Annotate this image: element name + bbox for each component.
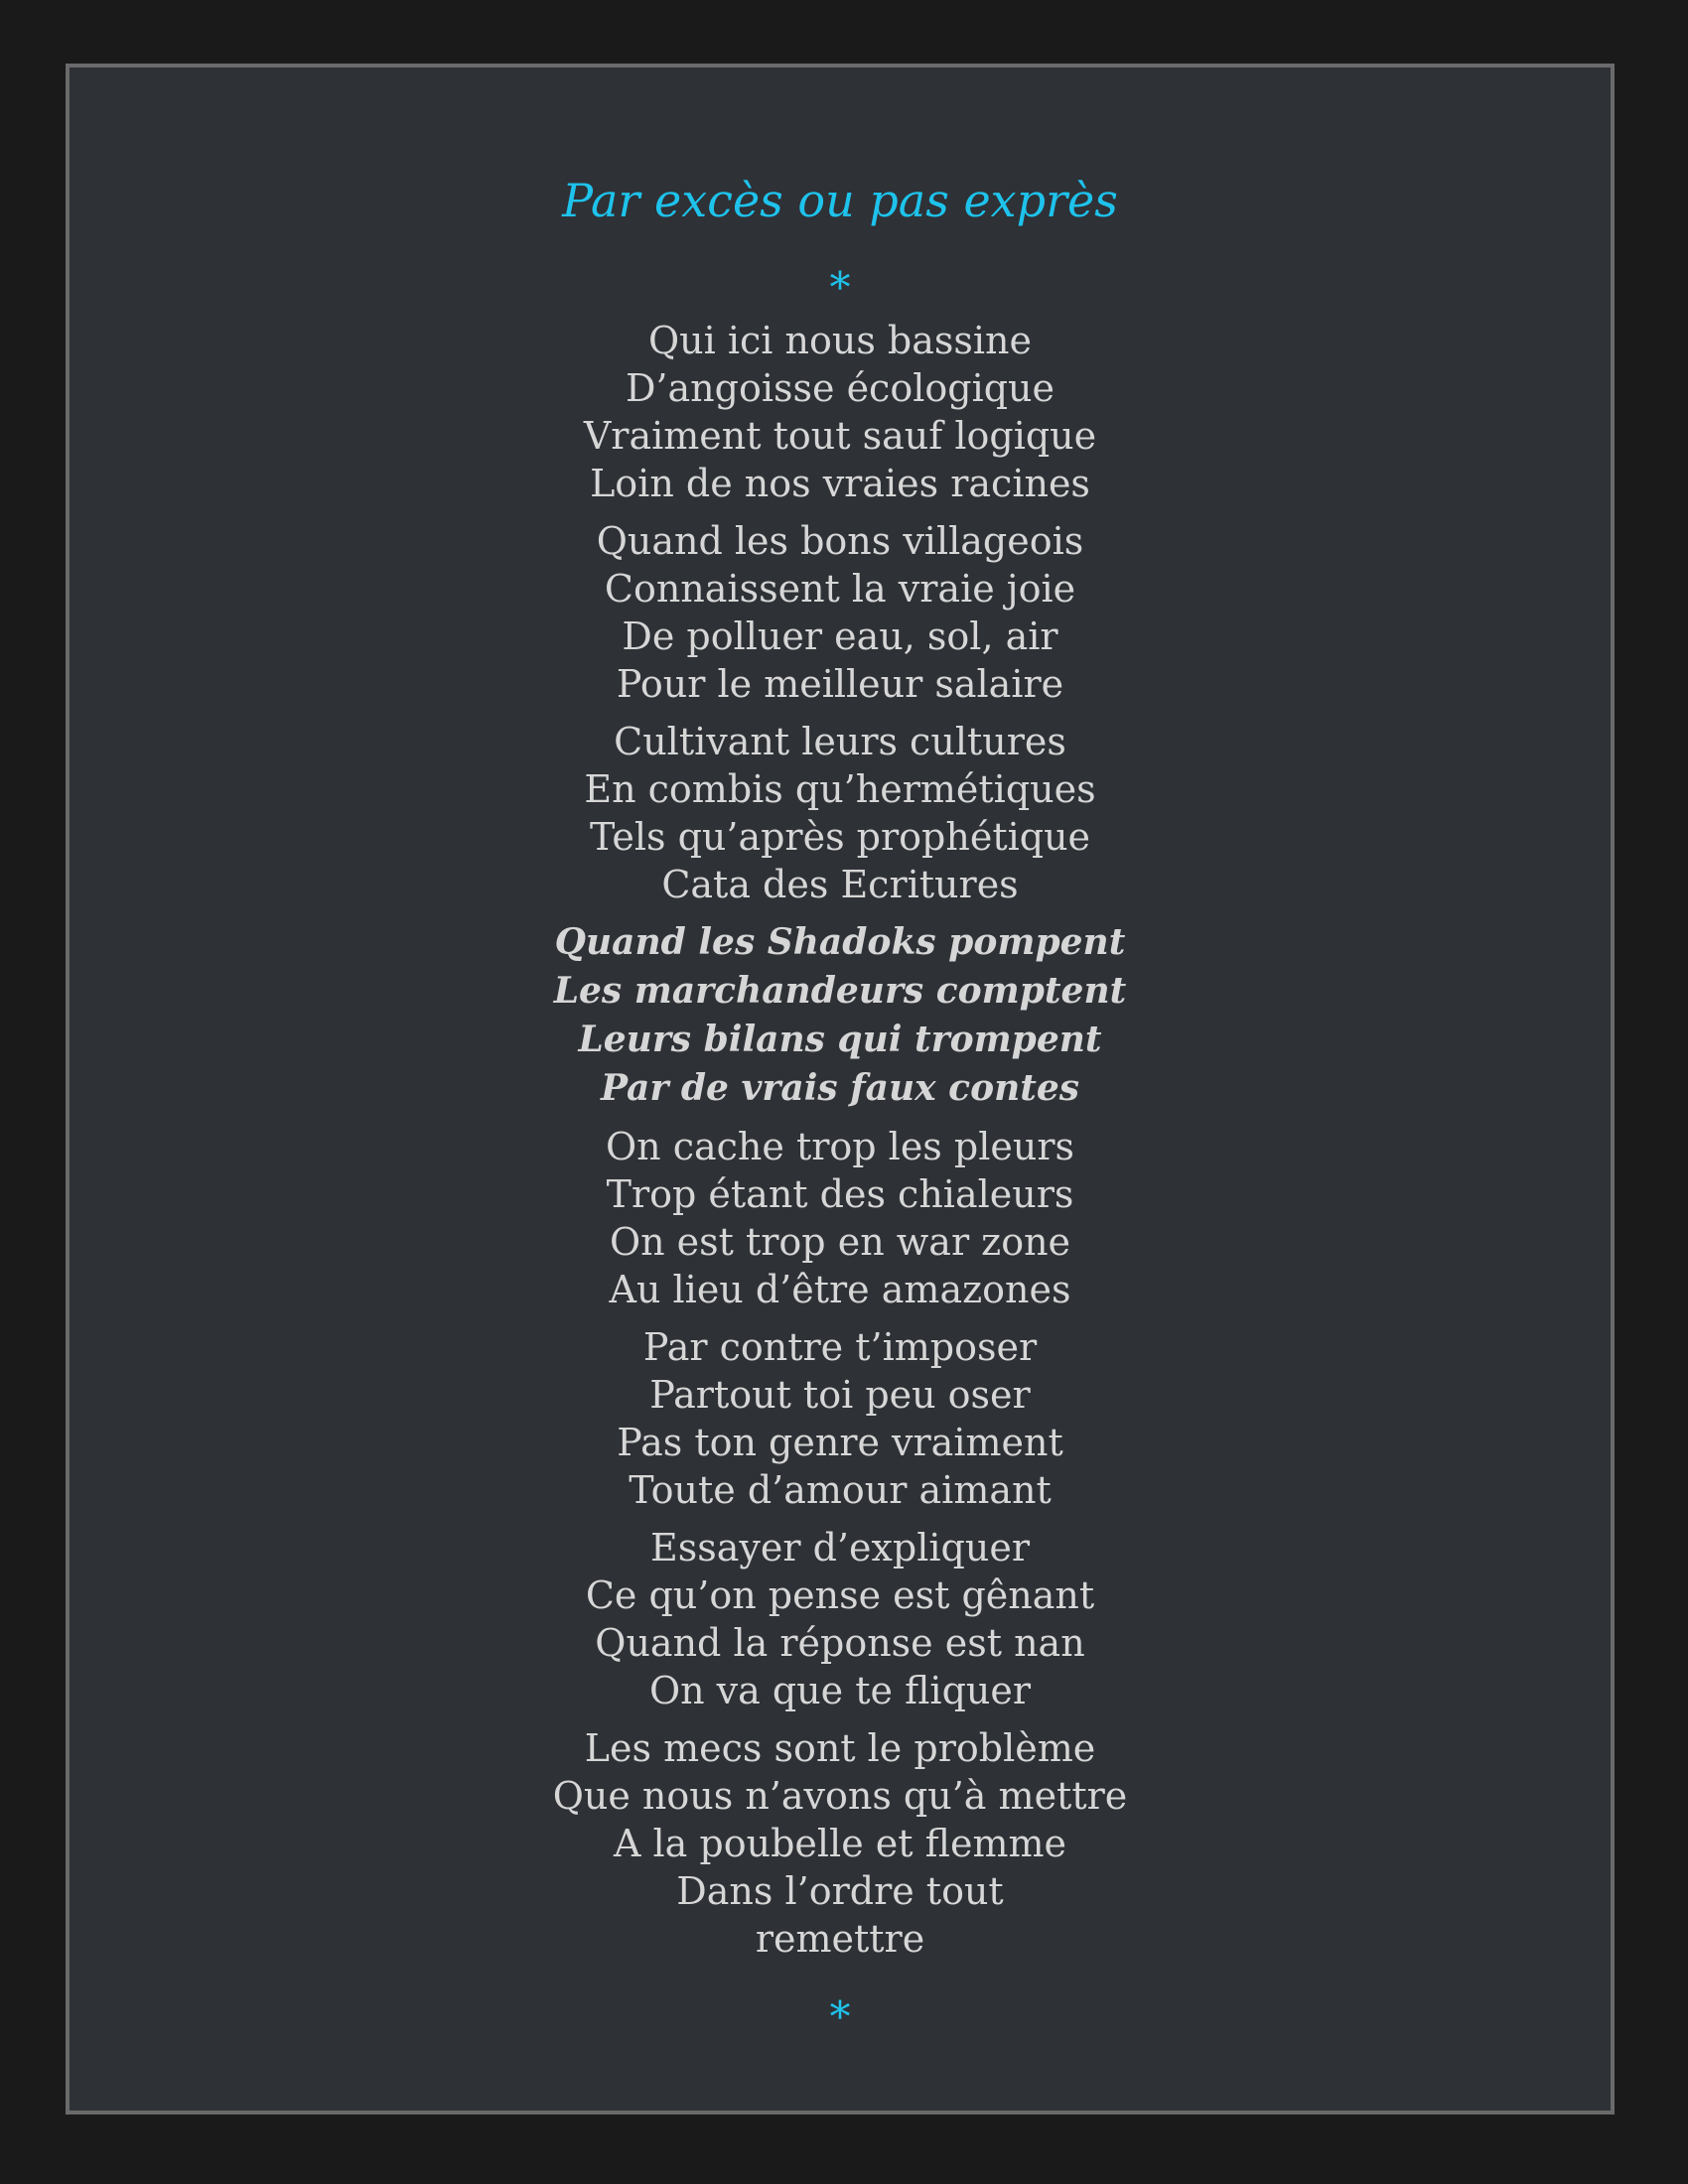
poem-line: Cata des Ecritures (661, 863, 1019, 906)
poem-line: Pour le meilleur salaire (616, 662, 1064, 706)
poem-line: On cache trop les pleurs (605, 1125, 1074, 1168)
page-frame (66, 64, 1615, 2115)
poem-line: Au lieu d’être amazones (609, 1268, 1071, 1311)
poem-line: Dans l’ordre tout (676, 1869, 1004, 1913)
poem-line: Vraiment tout sauf logique (583, 414, 1097, 458)
poem-line: On est trop en war zone (609, 1220, 1071, 1264)
poem-line: Quand les Shadoks pompent (554, 921, 1126, 963)
poem-line: Par contre t’imposer (642, 1325, 1038, 1369)
poem-line: remettre (755, 1917, 925, 1961)
stanza (70, 317, 1611, 507)
poem-line: Toute d’amour aimant (629, 1468, 1052, 1512)
poem-line: Connaissent la vraie joie (604, 567, 1076, 611)
poem-line: Que nous n’avons qu’à mettre (552, 1774, 1128, 1818)
poem-line: Quand les bons villageois (596, 519, 1084, 563)
poem-line: Pas ton genre vraiment (617, 1421, 1063, 1464)
poem-line: Ce qu’on pense est gênant (585, 1573, 1095, 1617)
separator-star-bottom: * (829, 1992, 851, 2041)
stanza (70, 1724, 1611, 1963)
poem-line: Essayer d’expliquer (649, 1526, 1030, 1570)
poem-line: Qui ici nous bassine (647, 319, 1033, 362)
poem-line: A la poubelle et flemme (614, 1822, 1066, 1865)
stanza (70, 1123, 1611, 1313)
poem-line: Les marchandeurs comptent (553, 970, 1127, 1012)
poem-line: Cultivant leurs cultures (614, 720, 1066, 763)
poem-stanzas (70, 317, 1611, 1973)
stanza (70, 918, 1611, 1113)
poem-line: Partout toi peu oser (649, 1373, 1031, 1417)
poem-line: De polluer eau, sol, air (622, 614, 1058, 658)
poem-line: En combis qu’hermétiques (584, 767, 1096, 811)
poem-line: On va que te fliquer (648, 1669, 1032, 1712)
stanza (70, 517, 1611, 708)
poem-line: Loin de nos vraies racines (590, 462, 1090, 505)
stanza (70, 718, 1611, 908)
poem-line: Les mecs sont le problème (584, 1726, 1096, 1770)
poem-line: Trop étant des chialeurs (606, 1172, 1074, 1216)
separator-star-top: * (829, 263, 851, 312)
poem-line: Leurs bilans qui trompent (578, 1019, 1102, 1060)
poem-line: Tels qu’après prophétique (589, 815, 1091, 859)
poem-title: Par excès ou pas exprès (562, 174, 1118, 227)
poem-line: D’angoisse écologique (625, 366, 1055, 410)
poem-line: Par de vrais faux contes (600, 1067, 1080, 1109)
stanza (70, 1323, 1611, 1514)
stanza (70, 1524, 1611, 1714)
poem-line: Quand la réponse est nan (595, 1621, 1085, 1665)
